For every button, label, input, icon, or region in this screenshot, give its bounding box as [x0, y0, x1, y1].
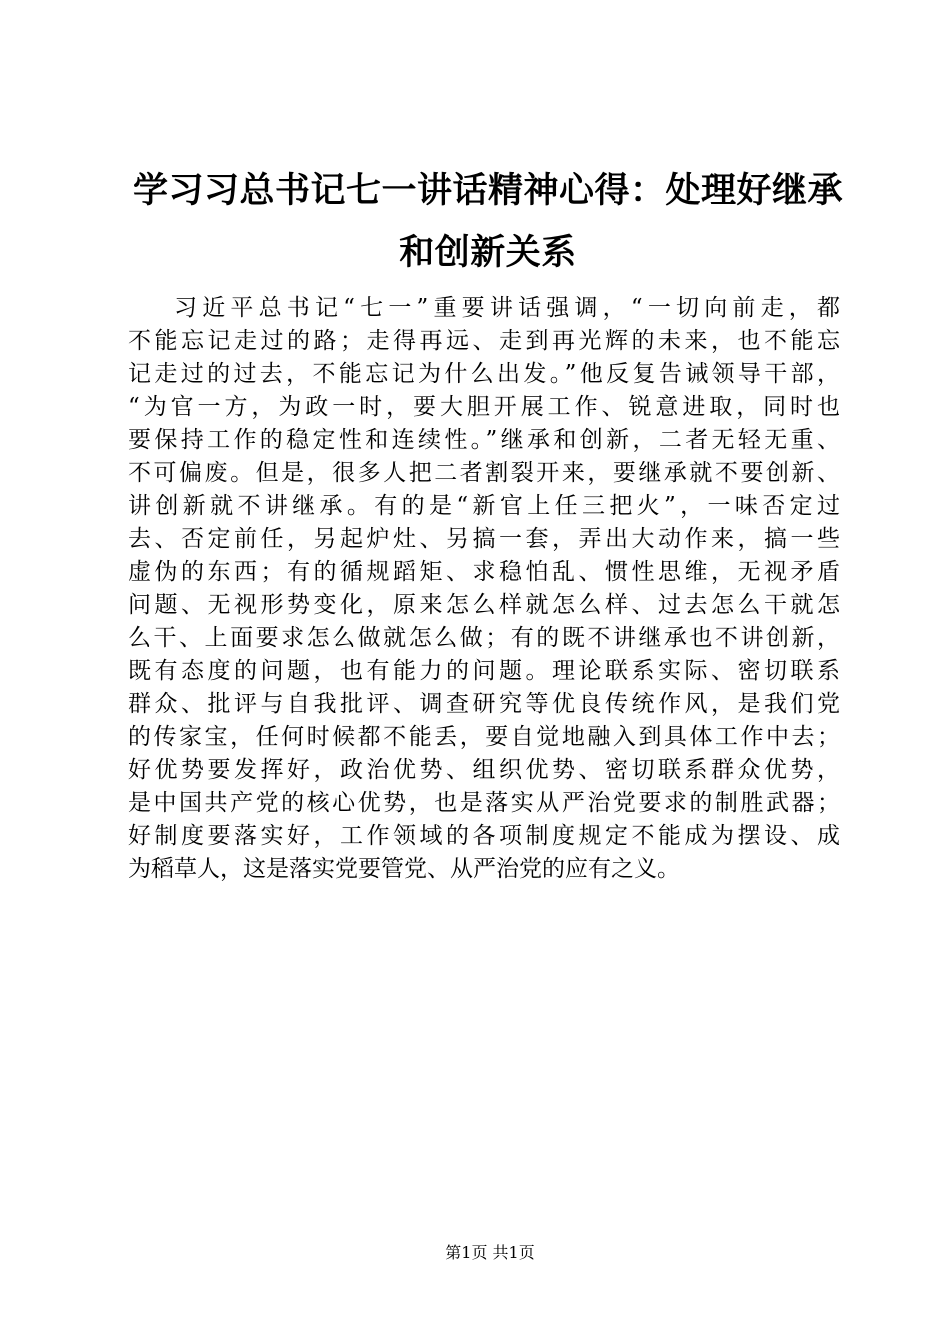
body-line-1: 习近平总书记“七一”重要讲话强调，“一切向前走，都 — [174, 295, 840, 321]
body-line-15: 好优势要发挥好，政治优势、组织优势、密切联系群众优势， — [128, 757, 840, 783]
body-line-10: 问题、无视形势变化，原来怎么样就怎么样、过去怎么干就怎 — [128, 592, 840, 618]
body-line-4: “为官一方，为政一时，要大胆开展工作、锐意进取，同时也 — [128, 394, 840, 420]
body-line-18: 为稻草人，这是落实党要管党、从严治党的应有之义。 — [128, 856, 680, 882]
body-line-2: 不能忘记走过的路；走得再远、走到再光辉的未来，也不能忘 — [128, 328, 840, 354]
body-line-12: 既有态度的问题，也有能力的问题。理论联系实际、密切联系 — [128, 658, 840, 684]
body-line-17: 好制度要落实好，工作领域的各项制度规定不能成为摆设、成 — [128, 823, 840, 849]
document-title — [128, 160, 848, 284]
body-line-14: 的传家宝，任何时候都不能丢，要自觉地融入到具体工作中去； — [128, 724, 840, 750]
page-footer: 第1页 共1页 — [445, 1243, 535, 1262]
title-line-2: 和创新关系 — [399, 233, 577, 273]
body-line-13: 群众、批评与自我批评、调查研究等优良传统作风，是我们党 — [128, 691, 840, 717]
body-line-5: 要保持工作的稳定性和连续性。”继承和创新，二者无轻无重、 — [128, 427, 840, 453]
body-line-6: 不可偏废。但是，很多人把二者割裂开来，要继承就不要创新、 — [128, 460, 840, 486]
body-line-16: 是中国共产党的核心优势，也是落实从严治党要求的制胜武器； — [128, 790, 840, 816]
title-line-1: 学习习总书记七一讲话精神心得：处理好继承 — [132, 171, 843, 211]
body-paragraph — [128, 292, 840, 886]
body-line-7: 讲创新就不讲继承。有的是“新官上任三把火”，一味否定过 — [128, 493, 840, 519]
body-line-8: 去、否定前任，另起炉灶、另搞一套，弄出大动作来，搞一些 — [128, 526, 840, 552]
body-line-3: 记走过的过去，不能忘记为什么出发。”他反复告诫领导干部， — [128, 361, 840, 387]
body-line-9: 虚伪的东西；有的循规蹈矩、求稳怕乱、惯性思维，无视矛盾 — [128, 559, 840, 585]
body-line-11: 么干、上面要求怎么做就怎么做；有的既不讲继承也不讲创新， — [128, 625, 840, 651]
